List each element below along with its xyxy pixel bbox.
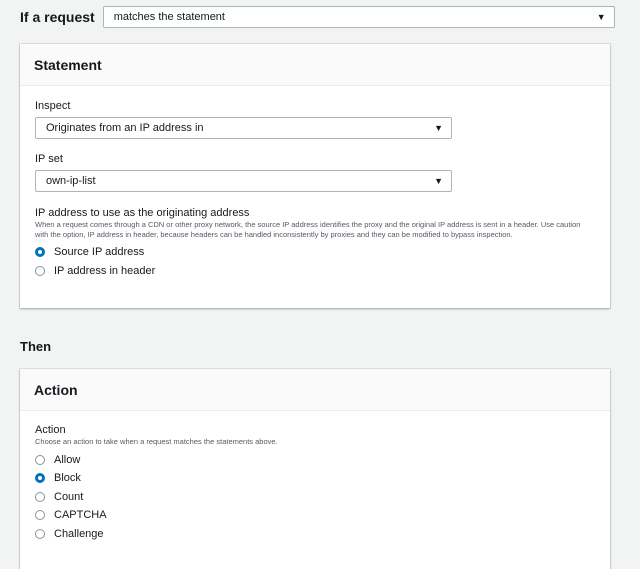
radio-unselected-icon[interactable] [35,510,45,520]
radio-option-captcha[interactable] [35,506,595,525]
radio-label: Challenge [54,527,104,540]
radio-option-ip-in-header[interactable] [35,262,595,281]
radio-option-count[interactable] [35,488,595,507]
ip-set-label: IP set [35,153,63,165]
action-card [20,369,610,569]
radio-label: Block [54,472,81,485]
condition-select[interactable] [103,6,615,28]
radio-unselected-icon[interactable] [35,455,45,465]
ip-set-select[interactable] [35,170,452,192]
then-heading: Then [20,339,52,354]
condition-row [20,6,615,28]
action-card-title: Action [20,369,610,411]
radio-option-allow[interactable] [35,451,595,470]
statement-card-title: Statement [20,44,610,86]
radio-unselected-icon[interactable] [35,529,45,539]
action-description: Choose an action to take when a request matches the statements above. [35,437,278,446]
inspect-label: Inspect [35,100,71,112]
radio-option-source-ip[interactable] [35,243,595,262]
radio-label: CAPTCHA [54,509,107,522]
inspect-select-value: Originates from an IP address in [46,122,204,134]
radio-unselected-icon[interactable] [35,266,45,276]
condition-label: If a request [20,9,95,25]
caret-down-icon: ▼ [596,12,606,22]
radio-selected-icon[interactable] [35,473,45,483]
radio-label: Allow [54,453,81,466]
condition-select-value: matches the statement [113,11,225,23]
radio-label: Source IP address [54,246,145,259]
caret-down-icon: ▼ [434,123,443,133]
ip-set-select-value: own-ip-list [46,175,96,187]
radio-label: IP address in header [54,264,156,277]
ip-address-description: When a request comes through a CDN or other proxy network, the source IP address identifies the proxy and the original IP address is sent in a header. Use caution with the option, IP address in header, because headers can be handled inconsistently by proxies and they can be modified to bypass inspection. [35,220,581,239]
ip-address-label: IP address to use as the originating address [35,207,250,219]
action-label: Action [35,424,66,436]
inspect-select[interactable] [35,117,452,139]
radio-option-challenge[interactable] [35,525,595,544]
caret-down-icon: ▼ [434,176,443,186]
radio-label: Count [54,490,84,503]
radio-unselected-icon[interactable] [35,492,45,502]
radio-selected-icon[interactable] [35,247,45,257]
statement-card [20,44,610,308]
radio-option-block[interactable] [35,469,595,488]
